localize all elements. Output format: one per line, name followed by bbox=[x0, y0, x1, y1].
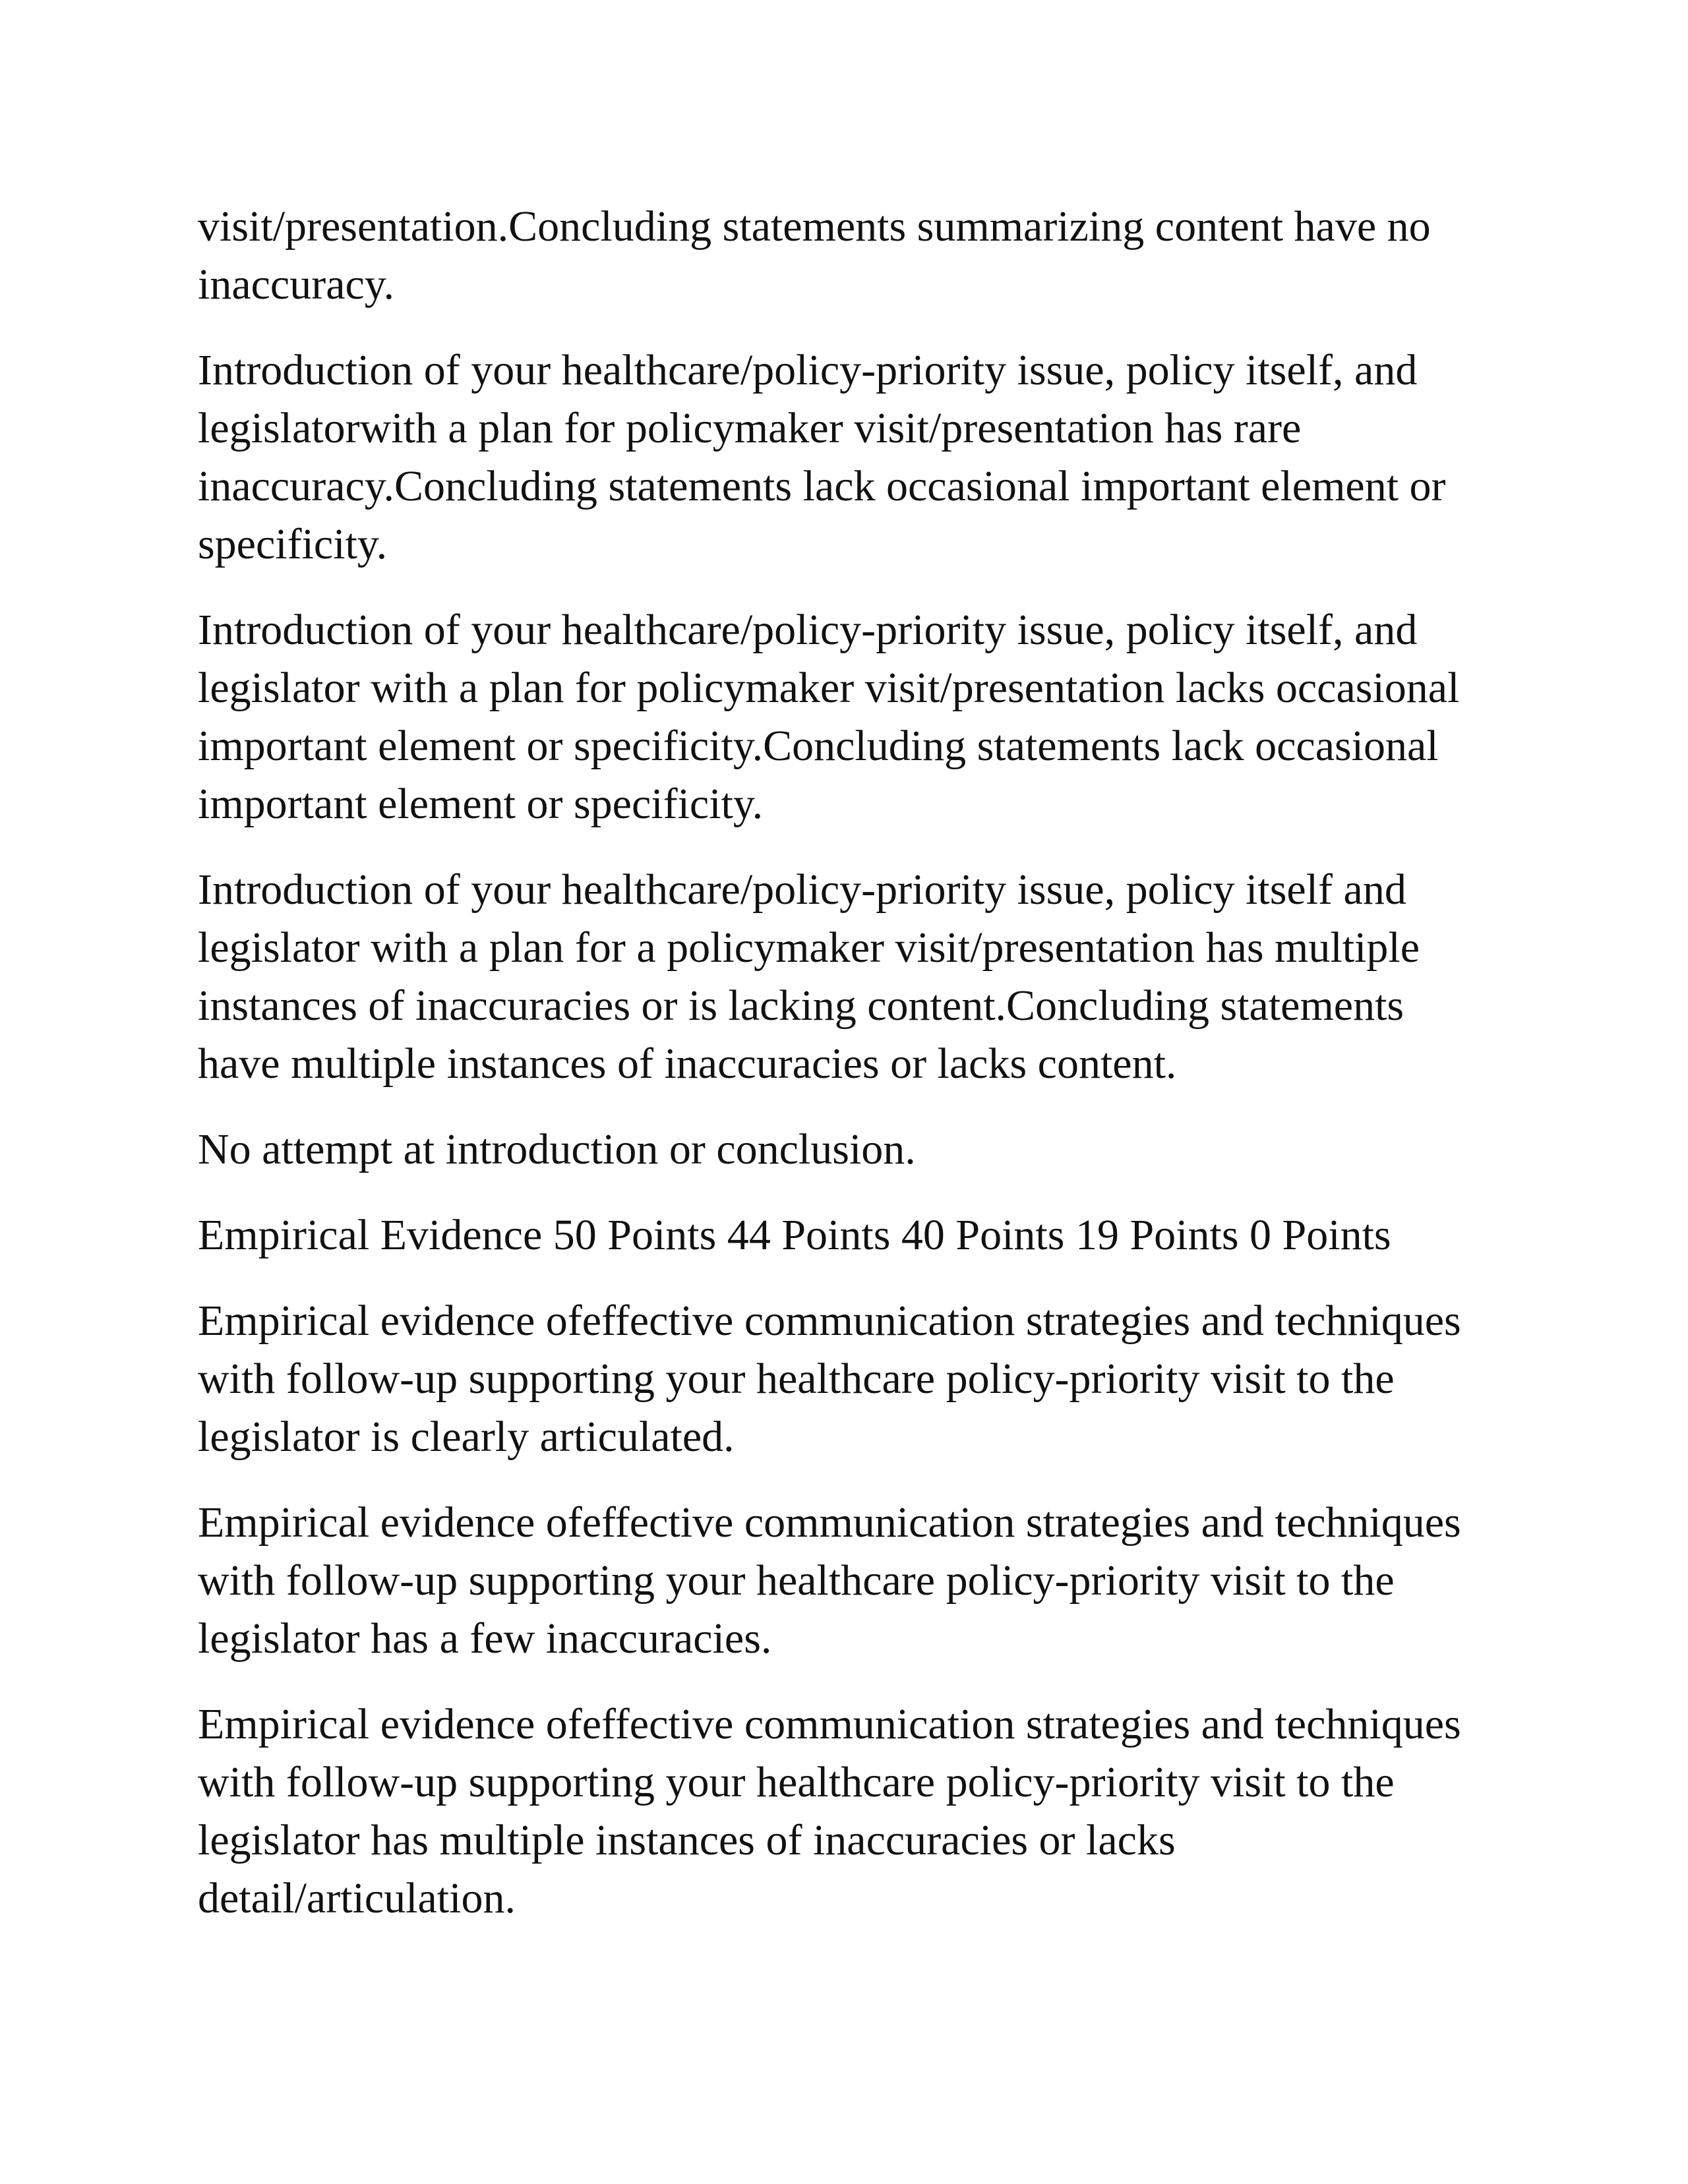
paragraph-empirical-evidence-points: Empirical Evidence 50 Points 44 Points 40 Points 19 Points 0 Points bbox=[198, 1211, 1391, 1259]
paragraph-intro-multiple-inaccuracies: Introduction of your healthcare/policy-priority issue, policy itself and legislator with a plan for a policymaker visit/presentation has multiple instances of inaccuracies or is lacking content.Concluding statements have multiple instances of inaccuracies or lacks content. bbox=[198, 866, 1420, 1088]
paragraph-evidence-clearly-articulated: Empirical evidence ofeffective communication strategies and techniques with follow-up supporting your healthcare policy-priority visit to the legislator is clearly articulated. bbox=[198, 1297, 1461, 1461]
paragraph-intro-rare-inaccuracy: Introduction of your healthcare/policy-priority issue, policy itself, and legislatorwith a plan for policymaker visit/presentation has rare inaccuracy.Concluding statements lack occasional important element or specificity. bbox=[198, 346, 1446, 568]
document-body bbox=[198, 198, 1490, 1955]
paragraph-concluding-no-inaccuracy: visit/presentation.Concluding statements summarizing content have no inaccuracy. bbox=[198, 202, 1431, 309]
paragraph-no-attempt: No attempt at introduction or conclusion. bbox=[198, 1125, 916, 1173]
paragraph-evidence-few-inaccuracies: Empirical evidence ofeffective communication strategies and techniques with follow-up supporting your healthcare policy-priority visit to the legislator has a few inaccuracies. bbox=[198, 1498, 1461, 1663]
paragraph-evidence-multiple-inaccuracies: Empirical evidence ofeffective communication strategies and techniques with follow-up supporting your healthcare policy-priority visit to the legislator has multiple instances of inaccuracies or lacks detail/articulation. bbox=[198, 1700, 1461, 1922]
paragraph-intro-lacks-element: Introduction of your healthcare/policy-priority issue, policy itself, and legislator with a plan for policymaker visit/presentation lacks occasional important element or specificity.Concluding statements lack occasional important element or specificity. bbox=[198, 606, 1460, 828]
